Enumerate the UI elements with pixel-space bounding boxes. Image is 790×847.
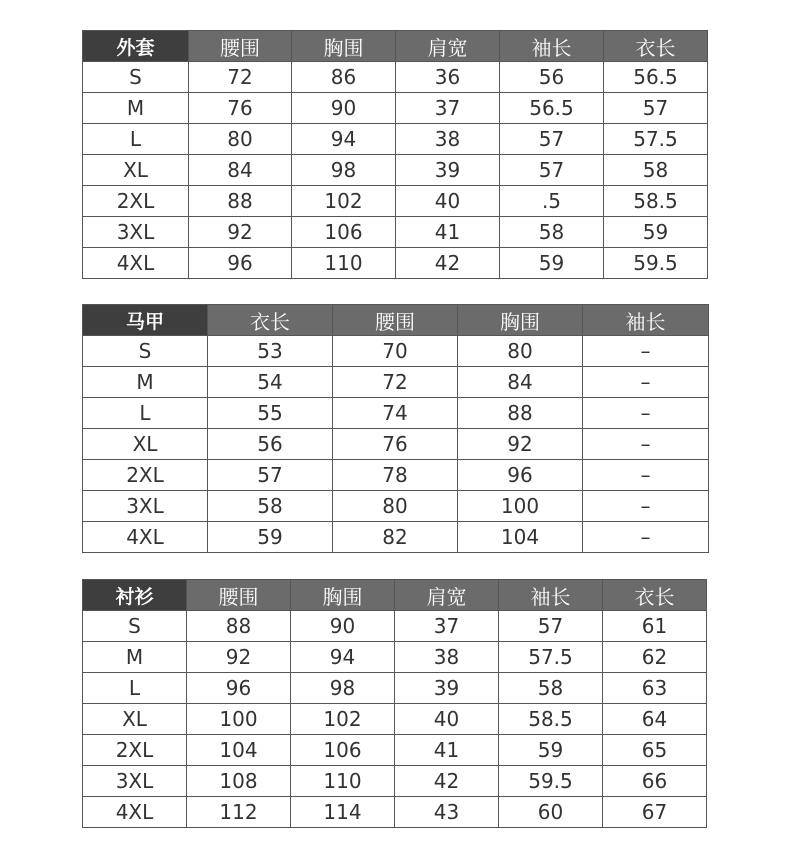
measurement-cell: 62	[603, 642, 707, 673]
measurement-cell: 37	[396, 93, 500, 124]
table-row	[83, 704, 707, 735]
measurement-cell: 66	[603, 766, 707, 797]
table-row	[83, 797, 707, 828]
size-label-cell: 3XL	[83, 491, 208, 522]
measurement-cell: 58	[208, 491, 333, 522]
header-row	[83, 31, 708, 62]
measurement-cell: 72	[333, 367, 458, 398]
measurement-cell: 110	[291, 766, 395, 797]
measurement-cell: 58.5	[499, 704, 603, 735]
measurement-cell: –	[583, 398, 709, 429]
measurement-cell: 59.5	[499, 766, 603, 797]
measurement-cell: 56	[500, 62, 604, 93]
size-label-cell: XL	[83, 429, 208, 460]
measurement-cell: 39	[396, 155, 500, 186]
measurement-cell: 78	[333, 460, 458, 491]
column-header: 衣长	[603, 580, 707, 611]
measurement-cell: 80	[458, 336, 583, 367]
measurement-cell: 94	[292, 124, 396, 155]
measurement-cell: 58	[500, 217, 604, 248]
column-header: 衣长	[208, 305, 333, 336]
column-header: 肩宽	[395, 580, 499, 611]
measurement-cell: 64	[603, 704, 707, 735]
size-label-cell: 3XL	[83, 217, 189, 248]
measurement-cell: 59	[208, 522, 333, 553]
measurement-cell: 102	[291, 704, 395, 735]
measurement-cell: 92	[189, 217, 292, 248]
measurement-cell: 96	[187, 673, 291, 704]
measurement-cell: 90	[292, 93, 396, 124]
measurement-cell: 56.5	[500, 93, 604, 124]
measurement-cell: 59	[499, 735, 603, 766]
measurement-cell: 38	[395, 642, 499, 673]
table-row	[83, 398, 709, 429]
measurement-cell: 102	[292, 186, 396, 217]
table-row	[83, 491, 709, 522]
measurement-cell: 70	[333, 336, 458, 367]
measurement-cell: 84	[189, 155, 292, 186]
size-label-cell: 2XL	[83, 460, 208, 491]
measurement-cell: 57	[499, 611, 603, 642]
measurement-cell: 106	[291, 735, 395, 766]
measurement-cell: 92	[458, 429, 583, 460]
size-label-cell: 4XL	[83, 522, 208, 553]
measurement-cell: 57	[500, 124, 604, 155]
header-row	[83, 305, 709, 336]
table-row	[83, 735, 707, 766]
measurement-cell: –	[583, 429, 709, 460]
measurement-cell: 76	[189, 93, 292, 124]
measurement-cell: 36	[396, 62, 500, 93]
table-row	[83, 642, 707, 673]
measurement-cell: 84	[458, 367, 583, 398]
measurement-cell: 41	[396, 217, 500, 248]
measurement-cell: 59	[500, 248, 604, 279]
measurement-cell: 100	[187, 704, 291, 735]
size-label-cell: L	[83, 673, 187, 704]
measurement-cell: 114	[291, 797, 395, 828]
table-title: 外套	[83, 31, 189, 62]
measurement-cell: 58.5	[604, 186, 708, 217]
table-row	[83, 460, 709, 491]
measurement-cell: 104	[458, 522, 583, 553]
measurement-cell: 58	[604, 155, 708, 186]
vest-size-table	[82, 304, 709, 553]
measurement-cell: 54	[208, 367, 333, 398]
measurement-cell: 40	[396, 186, 500, 217]
measurement-cell: 72	[189, 62, 292, 93]
table-title: 马甲	[83, 305, 208, 336]
measurement-cell: –	[583, 522, 709, 553]
measurement-cell: 96	[458, 460, 583, 491]
size-label-cell: XL	[83, 704, 187, 735]
measurement-cell: 112	[187, 797, 291, 828]
measurement-cell: 98	[291, 673, 395, 704]
measurement-cell: 98	[292, 155, 396, 186]
measurement-cell: 57	[604, 93, 708, 124]
measurement-cell: 86	[292, 62, 396, 93]
size-label-cell: 2XL	[83, 186, 189, 217]
measurement-cell: –	[583, 336, 709, 367]
measurement-cell: 55	[208, 398, 333, 429]
measurement-cell: 42	[395, 766, 499, 797]
table-row	[83, 186, 708, 217]
measurement-cell: 57	[208, 460, 333, 491]
measurement-cell: 43	[395, 797, 499, 828]
column-header: 腰围	[187, 580, 291, 611]
measurement-cell: 58	[499, 673, 603, 704]
table-row	[83, 217, 708, 248]
table-row	[83, 93, 708, 124]
measurement-cell: 59.5	[604, 248, 708, 279]
measurement-cell: 63	[603, 673, 707, 704]
table-row	[83, 367, 709, 398]
measurement-cell: .5	[500, 186, 604, 217]
measurement-cell: 88	[187, 611, 291, 642]
column-header: 胸围	[291, 580, 395, 611]
measurement-cell: 53	[208, 336, 333, 367]
measurement-cell: 67	[603, 797, 707, 828]
measurement-cell: 57.5	[604, 124, 708, 155]
measurement-cell: 41	[395, 735, 499, 766]
table-row	[83, 124, 708, 155]
measurement-cell: 90	[291, 611, 395, 642]
size-label-cell: L	[83, 124, 189, 155]
table-row	[83, 611, 707, 642]
measurement-cell: 38	[396, 124, 500, 155]
size-label-cell: S	[83, 611, 187, 642]
measurement-cell: 61	[603, 611, 707, 642]
measurement-cell: 40	[395, 704, 499, 735]
measurement-cell: 100	[458, 491, 583, 522]
table-row	[83, 429, 709, 460]
table-row	[83, 336, 709, 367]
measurement-cell: 39	[395, 673, 499, 704]
measurement-cell: 80	[333, 491, 458, 522]
measurement-cell: 59	[604, 217, 708, 248]
column-header: 袖长	[499, 580, 603, 611]
column-header: 肩宽	[396, 31, 500, 62]
measurement-cell: 57	[500, 155, 604, 186]
measurement-cell: 106	[292, 217, 396, 248]
measurement-cell: 74	[333, 398, 458, 429]
size-label-cell: 2XL	[83, 735, 187, 766]
column-header: 腰围	[333, 305, 458, 336]
column-header: 衣长	[604, 31, 708, 62]
size-label-cell: L	[83, 398, 208, 429]
measurement-cell: 88	[189, 186, 292, 217]
size-label-cell: S	[83, 336, 208, 367]
measurement-cell: 56.5	[604, 62, 708, 93]
measurement-cell: 96	[189, 248, 292, 279]
measurement-cell: 88	[458, 398, 583, 429]
size-label-cell: 3XL	[83, 766, 187, 797]
column-header: 胸围	[458, 305, 583, 336]
measurement-cell: –	[583, 367, 709, 398]
measurement-cell: –	[583, 460, 709, 491]
measurement-cell: 37	[395, 611, 499, 642]
measurement-cell: 92	[187, 642, 291, 673]
size-label-cell: M	[83, 93, 189, 124]
size-label-cell: M	[83, 642, 187, 673]
size-label-cell: S	[83, 62, 189, 93]
table-row	[83, 766, 707, 797]
column-header: 袖长	[500, 31, 604, 62]
table-row	[83, 522, 709, 553]
table-row	[83, 155, 708, 186]
table-title: 衬衫	[83, 580, 187, 611]
measurement-cell: 42	[396, 248, 500, 279]
column-header: 袖长	[583, 305, 709, 336]
measurement-cell: 104	[187, 735, 291, 766]
measurement-cell: 110	[292, 248, 396, 279]
measurement-cell: 76	[333, 429, 458, 460]
measurement-cell: 65	[603, 735, 707, 766]
measurement-cell: 108	[187, 766, 291, 797]
measurement-cell: –	[583, 491, 709, 522]
size-label-cell: 4XL	[83, 797, 187, 828]
measurement-cell: 60	[499, 797, 603, 828]
column-header: 腰围	[189, 31, 292, 62]
shirt-size-table	[82, 579, 707, 828]
jacket-size-table	[82, 30, 708, 279]
table-row	[83, 62, 708, 93]
header-row	[83, 580, 707, 611]
size-label-cell: M	[83, 367, 208, 398]
column-header: 胸围	[292, 31, 396, 62]
size-label-cell: XL	[83, 155, 189, 186]
table-row	[83, 673, 707, 704]
measurement-cell: 94	[291, 642, 395, 673]
size-label-cell: 4XL	[83, 248, 189, 279]
measurement-cell: 56	[208, 429, 333, 460]
measurement-cell: 80	[189, 124, 292, 155]
measurement-cell: 57.5	[499, 642, 603, 673]
table-row	[83, 248, 708, 279]
measurement-cell: 82	[333, 522, 458, 553]
